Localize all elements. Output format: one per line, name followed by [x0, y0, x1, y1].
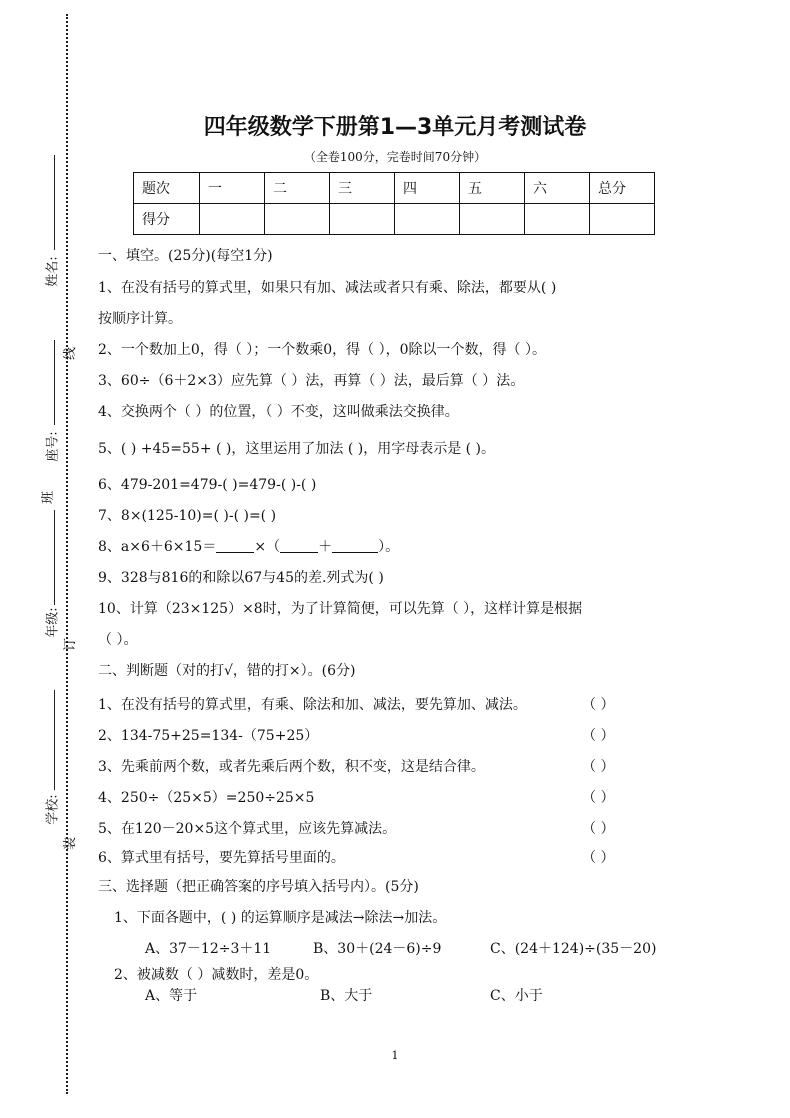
school-underline: [54, 690, 55, 790]
question-3: 3、60÷（6＋2×3）应先算（ ）法，再算（ ）法，最后算（ ）法。: [98, 373, 525, 389]
question-8-end: ）。: [378, 539, 400, 555]
question-10-line2: （ ）。: [98, 632, 138, 648]
score-header-cell: 题次: [134, 173, 200, 204]
score-cell[interactable]: [460, 204, 525, 235]
choice-option-c[interactable]: C、(24＋124)÷(35－20): [490, 941, 657, 957]
question-5: 5、( ) +45=55+ ( )，这里运用了加法 ( )，用字母表示是 ( )。: [98, 441, 496, 457]
score-cell[interactable]: [525, 204, 590, 235]
answer-blank[interactable]: [332, 538, 378, 553]
judge-item-5: 5、在120－20×5这个算式里，应该先算减法。: [98, 821, 397, 837]
question-6: 6、479-201=479-( )=479-( )-( ): [98, 477, 317, 493]
name-label: 姓名:: [45, 256, 61, 287]
judge-bracket[interactable]: （ ）: [582, 821, 615, 837]
seat-underline: [54, 340, 55, 425]
judge-item-2: 2、134-75+25=134-（75+25）: [98, 728, 319, 744]
score-row-label: 得分: [134, 204, 200, 235]
section1-heading: 一、填空。(25分)(每空1分): [98, 248, 273, 264]
binding-dotted-line: [66, 14, 68, 1094]
score-header-cell: 六: [525, 173, 590, 204]
answer-blank[interactable]: [280, 538, 318, 553]
section2-heading: 二、判断题（对的打√，错的打×）。(6分): [98, 663, 356, 679]
seat-label: 座号:: [45, 431, 61, 462]
question-1-line2: 按顺序计算。: [98, 311, 182, 327]
judge-item-3: 3、先乘前两个数，或者先乘后两个数，积不变，这是结合律。: [98, 759, 485, 775]
question-8-times: ×（: [254, 539, 281, 555]
score-table-header-row: [134, 173, 655, 204]
question-1-line1: 1、在没有括号的算式里，如果只有加、减法或者只有乘、除法，都要从( ): [98, 280, 557, 296]
page-number: 1: [391, 1049, 399, 1062]
question-8-plus: ＋: [318, 539, 333, 555]
question-8-start: 8、a×6＋6×15＝: [98, 539, 217, 555]
zhuang-char: 装: [63, 836, 79, 851]
question-8: [98, 538, 399, 556]
score-cell[interactable]: [200, 204, 265, 235]
judge-bracket[interactable]: （ ）: [582, 728, 615, 744]
score-header-cell: 五: [460, 173, 525, 204]
judge-item-4: 4、250÷（25×5）=250÷25×5: [98, 790, 315, 806]
score-header-cell: 一: [200, 173, 265, 204]
question-9: 9、328与816的和除以67与45的差.列式为( ): [98, 570, 384, 586]
question-2: 2、一个数加上0，得（ ）；一个数乘0，得（ ），0除以一个数，得（ ）。: [98, 342, 546, 358]
ding-char: 订: [63, 637, 79, 652]
score-header-cell: 二: [265, 173, 330, 204]
choice-option-b[interactable]: B、30＋(24－6)÷9: [313, 941, 442, 957]
judge-bracket[interactable]: （ ）: [582, 697, 615, 713]
score-cell[interactable]: [265, 204, 330, 235]
score-cell[interactable]: [590, 204, 655, 235]
question-10-line1: 10、计算（23×125）×8时，为了计算简便，可以先算（ ），这样计算是根据: [98, 601, 583, 617]
score-table-row: [134, 204, 655, 235]
score-header-cell: 三: [330, 173, 395, 204]
exam-title: 四年级数学下册第1—3单元月考测试卷: [203, 115, 587, 140]
choice-question-1: 1、下面各题中，( ) 的运算顺序是减法→除法→加法。: [114, 910, 447, 926]
answer-blank[interactable]: [216, 538, 254, 553]
name-underline: [54, 155, 55, 250]
choice-option-a[interactable]: A、37－12÷3＋11: [145, 941, 272, 957]
question-4: 4、交换两个（ ）的位置，（ ）不变，这叫做乘法交换律。: [98, 404, 459, 420]
judge-item-1: 1、在没有括号的算式里，有乘、除法和加、减法，要先算加、减法。: [98, 697, 527, 713]
question-7: 7、8×(125-10)=( )-( )=( ): [98, 508, 277, 524]
judge-bracket[interactable]: （ ）: [582, 850, 615, 866]
grade-label: 年级:: [45, 607, 61, 638]
grade-underline: [54, 510, 55, 605]
class-label: 班: [41, 490, 57, 505]
judge-item-6: 6、算式里有括号，要先算括号里面的。: [98, 850, 345, 866]
choice-option-a[interactable]: A、等于: [145, 988, 198, 1004]
score-cell[interactable]: [330, 204, 395, 235]
judge-bracket[interactable]: （ ）: [582, 759, 615, 775]
exam-subtitle: （全卷100分，完卷时间70分钟）: [303, 150, 487, 164]
score-table: [133, 172, 655, 235]
xian-char: 线: [63, 346, 79, 361]
school-label: 学校:: [45, 794, 61, 825]
score-header-cell: 四: [395, 173, 460, 204]
choice-option-c[interactable]: C、小于: [490, 988, 543, 1004]
choice-question-2: 2、被减数（ ）减数时，差是0。: [114, 967, 319, 983]
score-cell[interactable]: [395, 204, 460, 235]
score-header-cell: 总分: [590, 173, 655, 204]
choice-option-b[interactable]: B、大于: [320, 988, 373, 1004]
section3-heading: 三、选择题（把正确答案的序号填入括号内）。(5分): [98, 879, 419, 895]
judge-bracket[interactable]: （ ）: [582, 790, 615, 806]
